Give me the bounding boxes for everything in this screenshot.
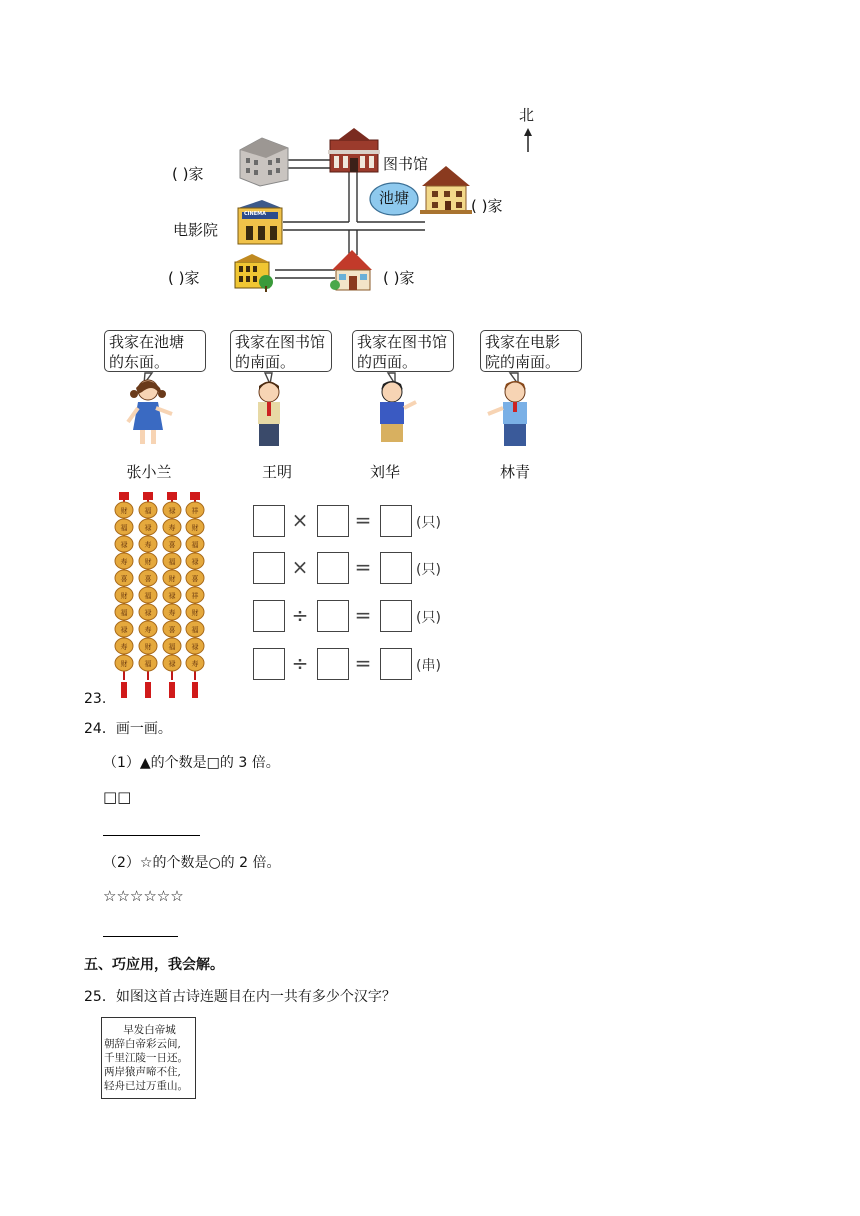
name-lin: 林青 bbox=[499, 463, 530, 481]
north-label: 北 bbox=[519, 106, 535, 124]
unit-label: (只) bbox=[416, 562, 441, 578]
gourd-char: 祥 bbox=[191, 507, 199, 515]
poem-line: 朝辞白帝彩云间, bbox=[104, 1038, 181, 1050]
equals-sign: = bbox=[354, 508, 372, 532]
name-liu: 刘华 bbox=[369, 463, 400, 481]
answer-box[interactable] bbox=[380, 648, 412, 680]
gourd-char: 财 bbox=[120, 592, 128, 600]
gourd-char: 喜 bbox=[144, 575, 152, 583]
gourd-char: 禄 bbox=[120, 541, 128, 549]
gourd-char: 财 bbox=[120, 507, 128, 515]
operator: ÷ bbox=[291, 603, 309, 627]
answer-box[interactable] bbox=[253, 600, 285, 632]
gourd-char: 禄 bbox=[120, 626, 128, 634]
question-23-number: 23. bbox=[84, 691, 107, 707]
gourd-string bbox=[186, 492, 204, 698]
gourd-char: 福 bbox=[144, 507, 152, 515]
answer-box[interactable] bbox=[317, 505, 349, 537]
home-blank-top-left: ( )家 bbox=[172, 165, 204, 183]
operator: ÷ bbox=[291, 651, 309, 675]
gourd-char: 福 bbox=[191, 626, 199, 634]
cinema-label: 电影院 bbox=[173, 221, 219, 239]
gourd-char: 寿 bbox=[144, 541, 152, 549]
answer-line-2[interactable] bbox=[103, 936, 178, 937]
speech-bubble-lin: 我家在电影 院的南面。 bbox=[480, 330, 582, 372]
tassel bbox=[169, 682, 175, 698]
equals-sign: = bbox=[354, 651, 372, 675]
gourd-char: 喜 bbox=[120, 575, 128, 583]
tassel bbox=[192, 682, 198, 698]
gourd-char: 财 bbox=[191, 609, 199, 617]
gourd-char: 福 bbox=[191, 541, 199, 549]
tassel bbox=[145, 682, 151, 698]
gourd-char: 禄 bbox=[168, 660, 176, 668]
north-arrow-icon bbox=[524, 128, 532, 152]
cinema-sign: CINEMA bbox=[244, 211, 266, 217]
gourd-char: 财 bbox=[144, 643, 152, 651]
answer-box[interactable] bbox=[317, 552, 349, 584]
gourd-char: 喜 bbox=[191, 575, 199, 583]
gourd-char: 禄 bbox=[168, 592, 176, 600]
name-zhang: 张小兰 bbox=[126, 463, 172, 481]
speech-bubble-liu: 我家在图书馆 的西面。 bbox=[352, 330, 454, 372]
gourd-char: 福 bbox=[120, 524, 128, 532]
question-24-title: 24．画一画。 bbox=[84, 721, 172, 737]
gourd-char: 禄 bbox=[168, 507, 176, 515]
gourd-char: 财 bbox=[168, 575, 176, 583]
poem-line: 千里江陵一日还。 bbox=[104, 1052, 188, 1064]
poem-line: 两岸猿声啼不住, bbox=[104, 1066, 181, 1078]
gourd-char: 祥 bbox=[191, 592, 199, 600]
question-24-part1: （1）▲的个数是□的 3 倍。 bbox=[103, 755, 280, 771]
library-label: 图书馆 bbox=[383, 155, 429, 173]
gourd-char: 福 bbox=[168, 558, 176, 566]
unit-label: (只) bbox=[416, 610, 441, 626]
equals-sign: = bbox=[354, 603, 372, 627]
boy-liu-icon bbox=[380, 381, 416, 442]
answer-box[interactable] bbox=[253, 552, 285, 584]
cinema-building-icon bbox=[238, 200, 282, 244]
gourd-char: 寿 bbox=[191, 660, 199, 668]
gourd-char: 禄 bbox=[144, 524, 152, 532]
map-road-lines bbox=[0, 0, 600, 300]
gourd-char: 禄 bbox=[144, 609, 152, 617]
poem-line: 轻舟已过万重山。 bbox=[104, 1080, 188, 1092]
house-bottom-left-icon bbox=[235, 254, 273, 292]
pond-label: 池塘 bbox=[379, 189, 410, 207]
gourd-char: 寿 bbox=[120, 558, 128, 566]
library-building-icon bbox=[328, 128, 380, 172]
gourd-char: 福 bbox=[144, 592, 152, 600]
question-25-text: 25．如图这首古诗连题目在内一共有多少个汉字？ bbox=[84, 989, 396, 1005]
gourd-char: 财 bbox=[120, 660, 128, 668]
boy-wang-icon bbox=[258, 382, 280, 446]
answer-line-1[interactable] bbox=[103, 835, 200, 836]
poem-box bbox=[101, 1017, 196, 1099]
operator: × bbox=[291, 555, 309, 579]
gourd-string bbox=[115, 492, 133, 698]
home-blank-bottom-middle: ( )家 bbox=[383, 269, 415, 287]
gourd-char: 喜 bbox=[168, 626, 176, 634]
answer-box[interactable] bbox=[317, 648, 349, 680]
operator: × bbox=[291, 508, 309, 532]
gourd-string bbox=[163, 492, 181, 698]
answer-box[interactable] bbox=[380, 600, 412, 632]
tassel bbox=[121, 682, 127, 698]
girl-zhang-icon bbox=[128, 380, 172, 444]
question-24-part2: （2）☆的个数是○的 2 倍。 bbox=[103, 855, 281, 871]
gourd-char: 寿 bbox=[120, 643, 128, 651]
speech-bubble-zhang: 我家在池塘 的东面。 bbox=[104, 330, 206, 372]
gourd-char: 福 bbox=[144, 660, 152, 668]
gourd-char: 喜 bbox=[168, 541, 176, 549]
house-bottom-middle-icon bbox=[330, 250, 372, 290]
answer-box[interactable] bbox=[380, 505, 412, 537]
answer-box[interactable] bbox=[380, 552, 412, 584]
gourd-char: 福 bbox=[168, 643, 176, 651]
speech-bubble-wang: 我家在图书馆 的南面。 bbox=[230, 330, 332, 372]
name-wang: 王明 bbox=[261, 463, 292, 481]
children-figures bbox=[100, 370, 560, 460]
gourd-string bbox=[139, 492, 157, 698]
answer-box[interactable] bbox=[253, 505, 285, 537]
gourd-char: 寿 bbox=[168, 524, 176, 532]
gourd-char: 寿 bbox=[144, 626, 152, 634]
gourd-char: 寿 bbox=[168, 609, 176, 617]
gourd-char: 禄 bbox=[191, 558, 199, 566]
unit-label: (只) bbox=[416, 515, 441, 531]
question-24-part1-squares: □□ bbox=[103, 788, 132, 806]
section-5-title: 五、巧应用，我会解。 bbox=[84, 957, 224, 973]
gourd-char: 财 bbox=[191, 524, 199, 532]
unit-label: (串) bbox=[416, 658, 441, 674]
gourd-char: 禄 bbox=[191, 643, 199, 651]
home-blank-bottom-left: ( )家 bbox=[168, 269, 200, 287]
home-blank-right: ( )家 bbox=[471, 197, 503, 215]
question-24-part2-stars: ☆☆☆☆☆☆ bbox=[103, 887, 184, 905]
gourd-char: 财 bbox=[144, 558, 152, 566]
house-grey-icon bbox=[240, 138, 288, 186]
equals-sign: = bbox=[354, 555, 372, 579]
gourd-char: 福 bbox=[120, 609, 128, 617]
poem-title: 早发白帝城 bbox=[123, 1024, 176, 1036]
boy-lin-icon bbox=[488, 381, 527, 446]
gourd-strings-image bbox=[110, 488, 210, 703]
answer-box[interactable] bbox=[253, 648, 285, 680]
answer-box[interactable] bbox=[317, 600, 349, 632]
